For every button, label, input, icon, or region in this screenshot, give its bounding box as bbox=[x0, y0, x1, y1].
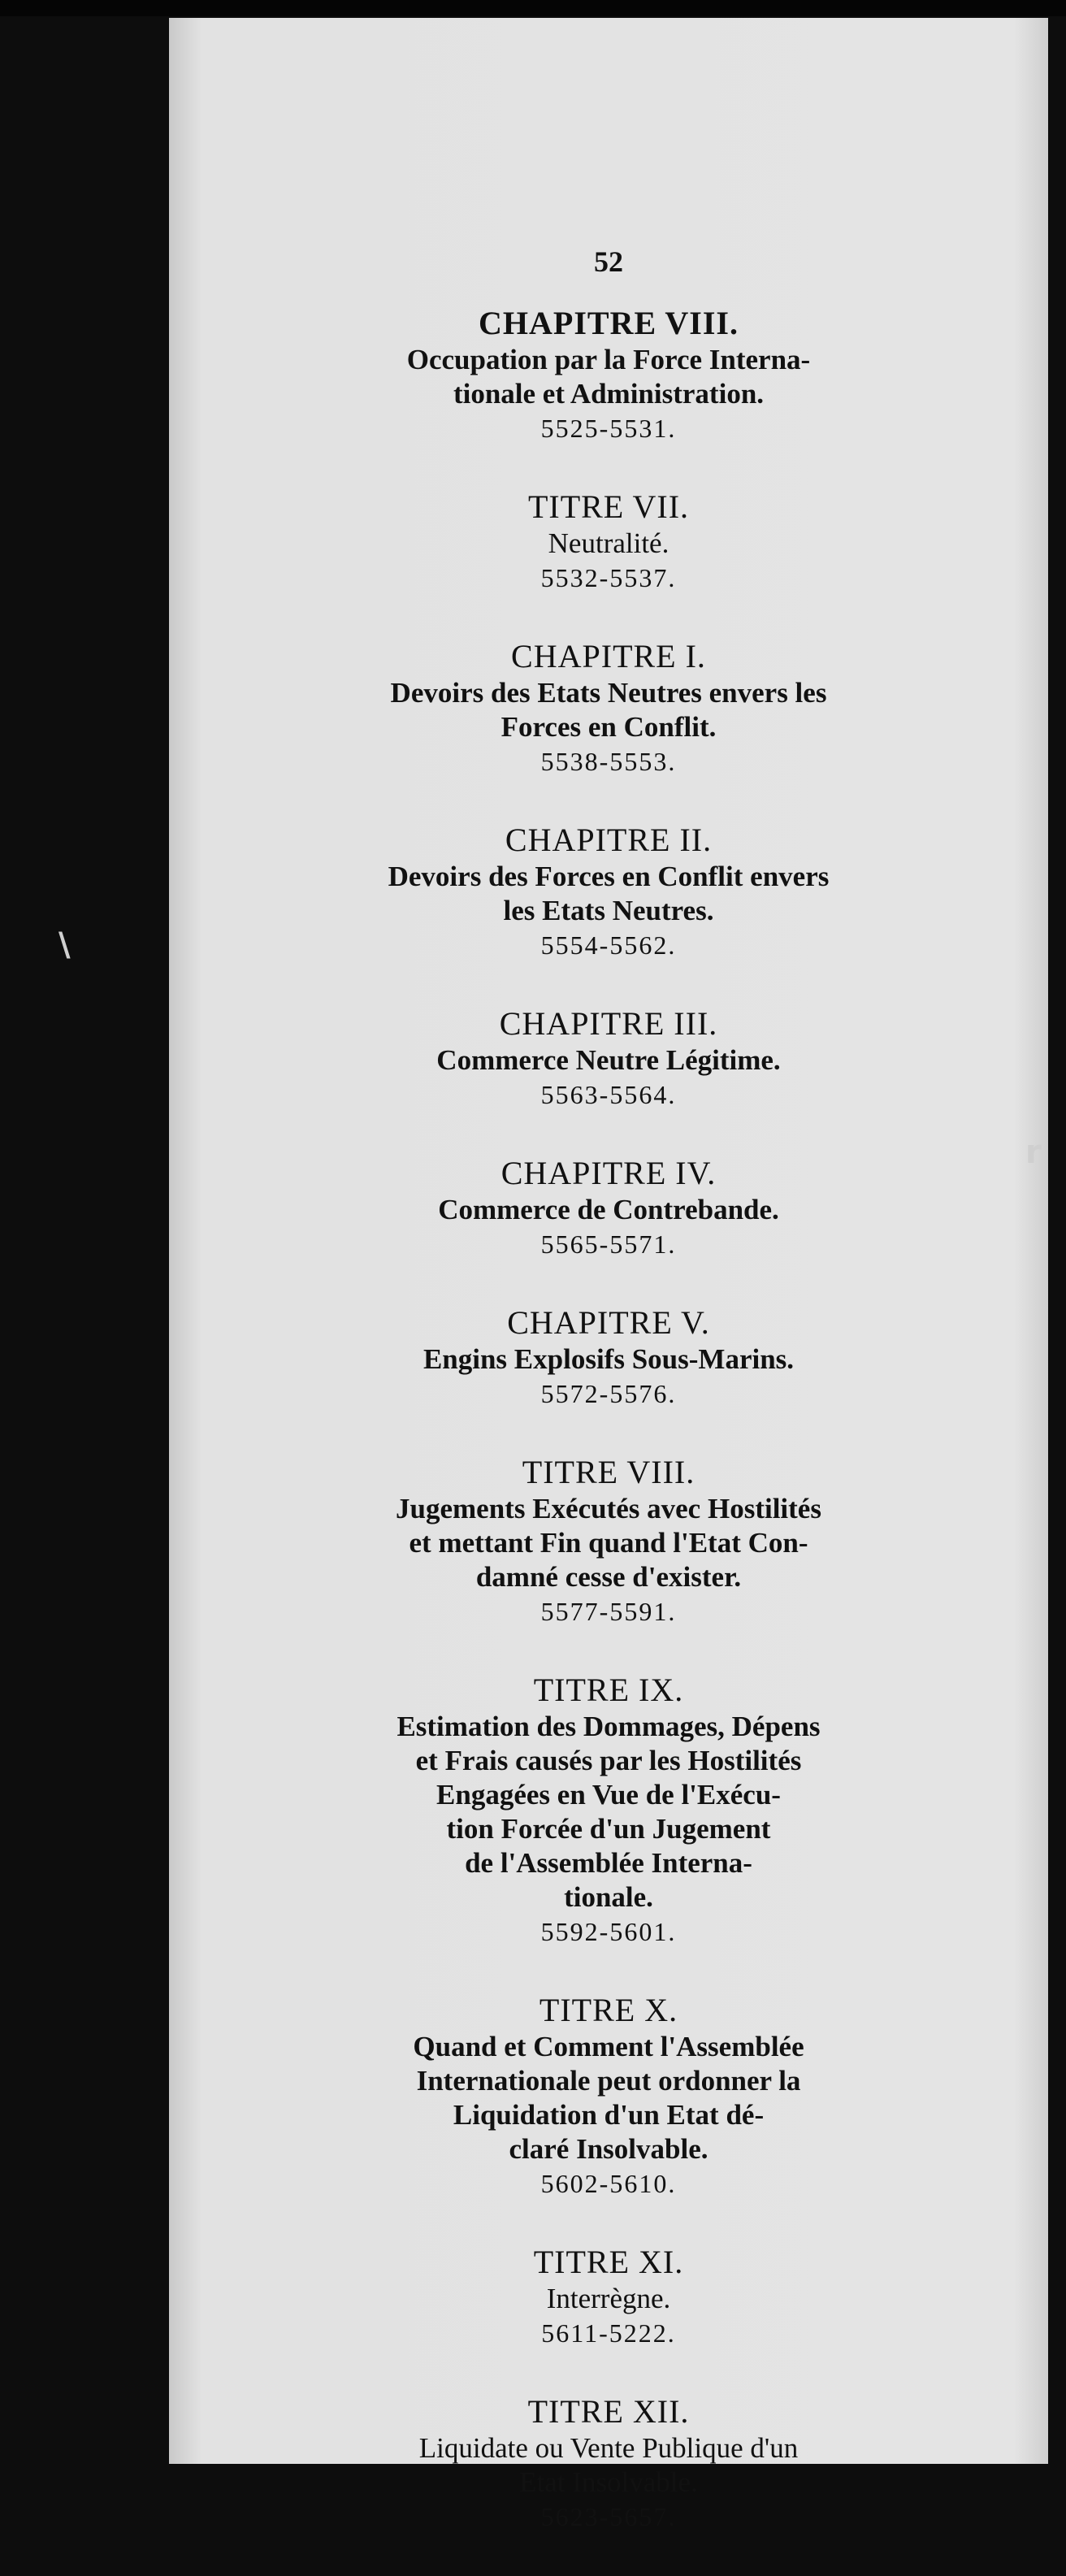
section-title-line: Devoirs des Etats Neutres envers les bbox=[390, 677, 827, 709]
section-heading: TITRE IX. bbox=[533, 1672, 684, 1708]
section-title-line: Engins Explosifs Sous-Marins. bbox=[422, 1343, 795, 1375]
section-title bbox=[169, 2030, 1048, 2166]
toc-section bbox=[169, 1453, 1048, 1628]
section-range: 5592-5601. bbox=[540, 1917, 677, 1946]
section-range: 5623-5657. bbox=[540, 2502, 677, 2531]
section-range: 5572-5576. bbox=[540, 1379, 677, 1408]
section-title-line: claré Insolvable. bbox=[509, 2133, 708, 2165]
toc-section bbox=[169, 1004, 1048, 1112]
section-title bbox=[169, 860, 1048, 928]
section-title-line: Engagées en Vue de l'Exécu- bbox=[436, 1779, 781, 1811]
section-heading: CHAPITRE I. bbox=[511, 638, 706, 674]
section-range: 5532-5537. bbox=[540, 563, 677, 592]
section-range: 5565-5571. bbox=[540, 1229, 677, 1259]
section-title-line: tionale. bbox=[564, 1881, 653, 1913]
section-heading: CHAPITRE V. bbox=[507, 1304, 710, 1341]
toc-section bbox=[169, 1303, 1048, 1411]
section-heading: CHAPITRE VIII. bbox=[479, 305, 739, 341]
section-title-line: les Etats Neutres. bbox=[503, 895, 714, 926]
section-range: 5611-5222. bbox=[541, 2318, 676, 2348]
section-title-line: Internationale peut ordonner la bbox=[416, 2065, 801, 2097]
section-range: 5538-5553. bbox=[540, 747, 677, 776]
section-title-line: et mettant Fin quand l'Etat Con- bbox=[409, 1527, 808, 1559]
section-title-line: Commerce Neutre Légitime. bbox=[436, 1044, 781, 1076]
section-title-line: Liquidate ou Vente Publique d'un bbox=[418, 2432, 799, 2464]
toc-section bbox=[169, 304, 1048, 445]
section-title-line: Interrègne. bbox=[546, 2283, 671, 2314]
section-title bbox=[169, 527, 1048, 561]
section-heading: CHAPITRE IV. bbox=[500, 1155, 717, 1191]
toc-section bbox=[169, 1154, 1048, 1261]
scan-artifact-mark: r bbox=[1025, 1134, 1042, 1171]
section-title-line: de l'Assemblée Interna- bbox=[465, 1847, 752, 1879]
section-title-line: Forces en Conflit. bbox=[500, 711, 717, 743]
section-title bbox=[169, 676, 1048, 744]
section-range: 5577-5591. bbox=[540, 1597, 677, 1626]
page-number: 52 bbox=[594, 245, 623, 278]
section-heading: TITRE XII. bbox=[527, 2393, 690, 2430]
section-title-line: Devoirs des Forces en Conflit envers bbox=[388, 861, 830, 892]
section-title bbox=[169, 1043, 1048, 1078]
section-title-line: et Frais causés par les Hostilités bbox=[415, 1745, 802, 1776]
section-title bbox=[169, 343, 1048, 411]
toc-section bbox=[169, 488, 1048, 595]
section-range: 5563-5564. bbox=[540, 1080, 677, 1109]
toc-section bbox=[169, 1991, 1048, 2201]
sections-list bbox=[169, 304, 1048, 2534]
section-heading: CHAPITRE II. bbox=[505, 822, 713, 858]
section-heading: TITRE XI. bbox=[533, 2244, 684, 2280]
section-title-line: tion Forcée d'un Jugement bbox=[446, 1813, 771, 1845]
section-heading: TITRE X. bbox=[539, 1992, 678, 2028]
toc-section bbox=[169, 2243, 1048, 2350]
table-of-contents bbox=[169, 244, 1048, 2576]
section-title-line: Quand et Comment l'Assemblée bbox=[413, 2031, 804, 2062]
section-title-line: Occupation par la Force Interna- bbox=[406, 344, 811, 375]
section-title bbox=[169, 1710, 1048, 1915]
section-title-line: damné cesse d'exister. bbox=[475, 1561, 742, 1593]
section-heading: TITRE VII. bbox=[527, 488, 690, 525]
section-title-line: Commerce de Contrebande. bbox=[438, 1194, 779, 1225]
section-title-line: Jugements Exécutés avec Hostilités bbox=[396, 1493, 821, 1524]
section-range: 5602-5610. bbox=[540, 2169, 677, 2198]
toc-section bbox=[169, 2392, 1048, 2534]
section-title-line: tionale et Administration. bbox=[453, 378, 765, 410]
section-range: 5554-5562. bbox=[540, 930, 677, 960]
section-title bbox=[169, 2282, 1048, 2316]
toc-section bbox=[169, 637, 1048, 778]
scan-artifact-mark: \ bbox=[58, 926, 71, 964]
section-title-line: Liquidation d'un Etat dé- bbox=[453, 2099, 765, 2131]
section-title bbox=[169, 1492, 1048, 1594]
section-title bbox=[169, 2431, 1048, 2500]
section-title bbox=[169, 1193, 1048, 1227]
section-title-line: Etat Insolvable. bbox=[519, 2466, 698, 2498]
section-title bbox=[169, 1342, 1048, 1377]
section-range: 5525-5531. bbox=[540, 414, 677, 443]
toc-section bbox=[169, 821, 1048, 962]
section-heading: CHAPITRE III. bbox=[499, 1005, 718, 1042]
section-title-line: Neutralité. bbox=[548, 527, 670, 559]
section-title-line: Estimation des Dommages, Dépens bbox=[396, 1711, 821, 1742]
scan-top-border bbox=[0, 0, 1066, 16]
section-heading: TITRE VIII. bbox=[522, 1454, 696, 1490]
toc-section bbox=[169, 1671, 1048, 1949]
